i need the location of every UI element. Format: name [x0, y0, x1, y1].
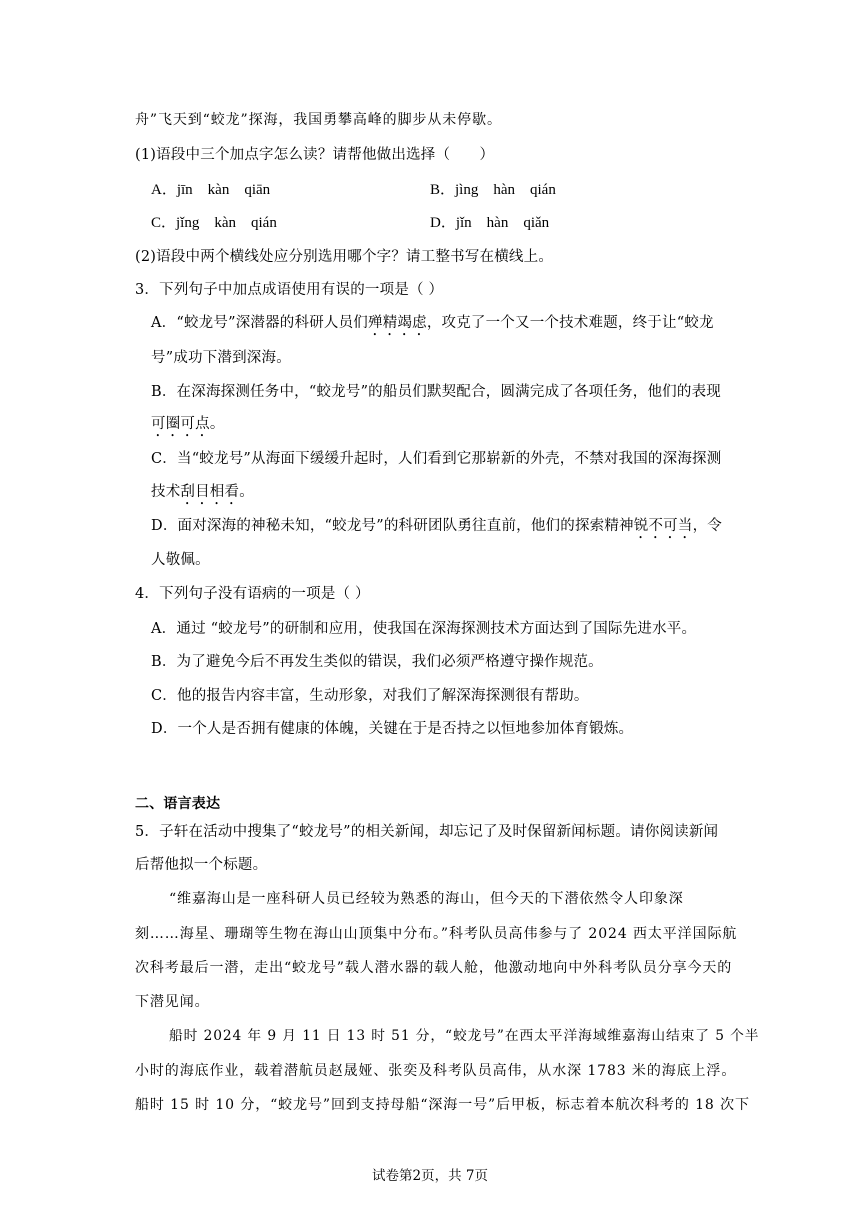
option-q3-b-line2: 可圈可点。: [151, 416, 225, 432]
option-q4-d: D．一个人是否拥有健康的体魄，关键在于是否持之以恒地参加体育锻炼。: [151, 721, 634, 737]
news-paragraph-line: 下潜见闻。: [135, 994, 210, 1010]
question-1: (1)语段中三个加点字怎么读？请帮他做出选择（ ）: [135, 147, 495, 163]
question-4: 4．下列句子没有语病的一项是（ ）: [135, 586, 370, 602]
option-q3-a-line2: 号”成功下潜到深海。: [151, 350, 291, 366]
news-paragraph-line: 船时 15 时 10 分，“蛟龙号”回到支持母船“深海一号”后甲板，标志着本航次科考的 18 次下: [135, 1097, 750, 1113]
option-q4-c: C．他的报告内容丰富，生动形象，对我们了解深海探测很有帮助。: [151, 688, 589, 704]
question-2: (2)语段中两个横线处应分别选用哪个字？请工整书写在横线上。: [135, 249, 554, 265]
news-paragraph-line: 次科考最后一潜，走出“蛟龙号”载人潜水器的载人舱，他激动地向中外科考队员分享今天的: [135, 960, 733, 976]
section-heading: 二、语言表达: [135, 796, 221, 812]
option-q3-d-line1: D．面对深海的神秘未知，“蛟龙号”的科研团队勇往直前，他们的探索精神锐不可当，令: [151, 518, 722, 534]
dotted-idiom: 殚精竭虑: [368, 315, 427, 331]
option-q1-c: C．jǐng kàn qián: [151, 215, 277, 231]
question-5-line1: 5．子轩在活动中搜集了“蛟龙号”的相关新闻，却忘记了及时保留新闻标题。请你阅读新闻: [135, 824, 719, 840]
option-q3-a-line1: A．“蛟龙号”深潜器的科研人员们殚精竭虑，攻克了一个又一个技术难题，终于让“蛟龙: [151, 315, 714, 331]
page-footer: 试卷第2页，共 7页: [372, 1168, 488, 1184]
option-q4-b: B．为了避免今后不再发生类似的错误，我们必须严格遵守操作规范。: [151, 654, 603, 670]
option-q3-d-line2: 人敬佩。: [151, 552, 210, 568]
dotted-idiom: 锐不可当: [633, 518, 693, 534]
question-5-line2: 后帮他拟一个标题。: [135, 857, 268, 873]
dotted-idiom: 刮目相看: [180, 484, 240, 500]
question-3: 3．下列句子中加点成语使用有误的一项是（ ）: [135, 282, 444, 298]
news-paragraph-line: “维嘉海山是一座科研人员已经较为熟悉的海山，但今天的下潜依然令人印象深: [169, 891, 684, 907]
news-paragraph-line: 船时 2024 年 9 月 11 日 13 时 51 分，“蛟龙号”在西太平洋海域维嘉海山结束了 5 个半: [169, 1028, 760, 1044]
news-paragraph-line: 小时的海底作业，载着潜航员赵晟娅、张奕及科考队员高伟，从水深 1783 米的海底上浮。: [135, 1063, 737, 1079]
dotted-idiom: 可圈可点: [151, 416, 210, 432]
option-q3-b-line1: B．在深海探测任务中，“蛟龙号”的船员们默契配合，圆满完成了各项任务，他们的表现: [151, 384, 721, 400]
option-q1-b: B．jìng hàn qián: [430, 182, 556, 198]
option-q4-a: A．通过 “蛟龙号”的研制和应用，使我国在深海探测技术方面达到了国际先进水平。: [151, 621, 697, 637]
news-paragraph-line: 刻……海星、珊瑚等生物在海山山顶集中分布。”科考队员高伟参与了 2024 西太平洋国际航: [135, 926, 738, 942]
option-q1-d: D．jǐn hàn qiǎn: [430, 215, 550, 231]
paragraph-line: 舟”飞天到“蛟龙”探海，我国勇攀高峰的脚步从未停歇。: [135, 112, 502, 128]
option-q3-c-line2: 技术刮目相看。: [151, 484, 254, 500]
option-q3-c-line1: C．当“蛟龙号”从海面下缓缓升起时，人们看到它那崭新的外壳，不禁对我国的深海探测: [151, 451, 722, 467]
option-q1-a: A．jīn kàn qiān: [151, 182, 271, 198]
